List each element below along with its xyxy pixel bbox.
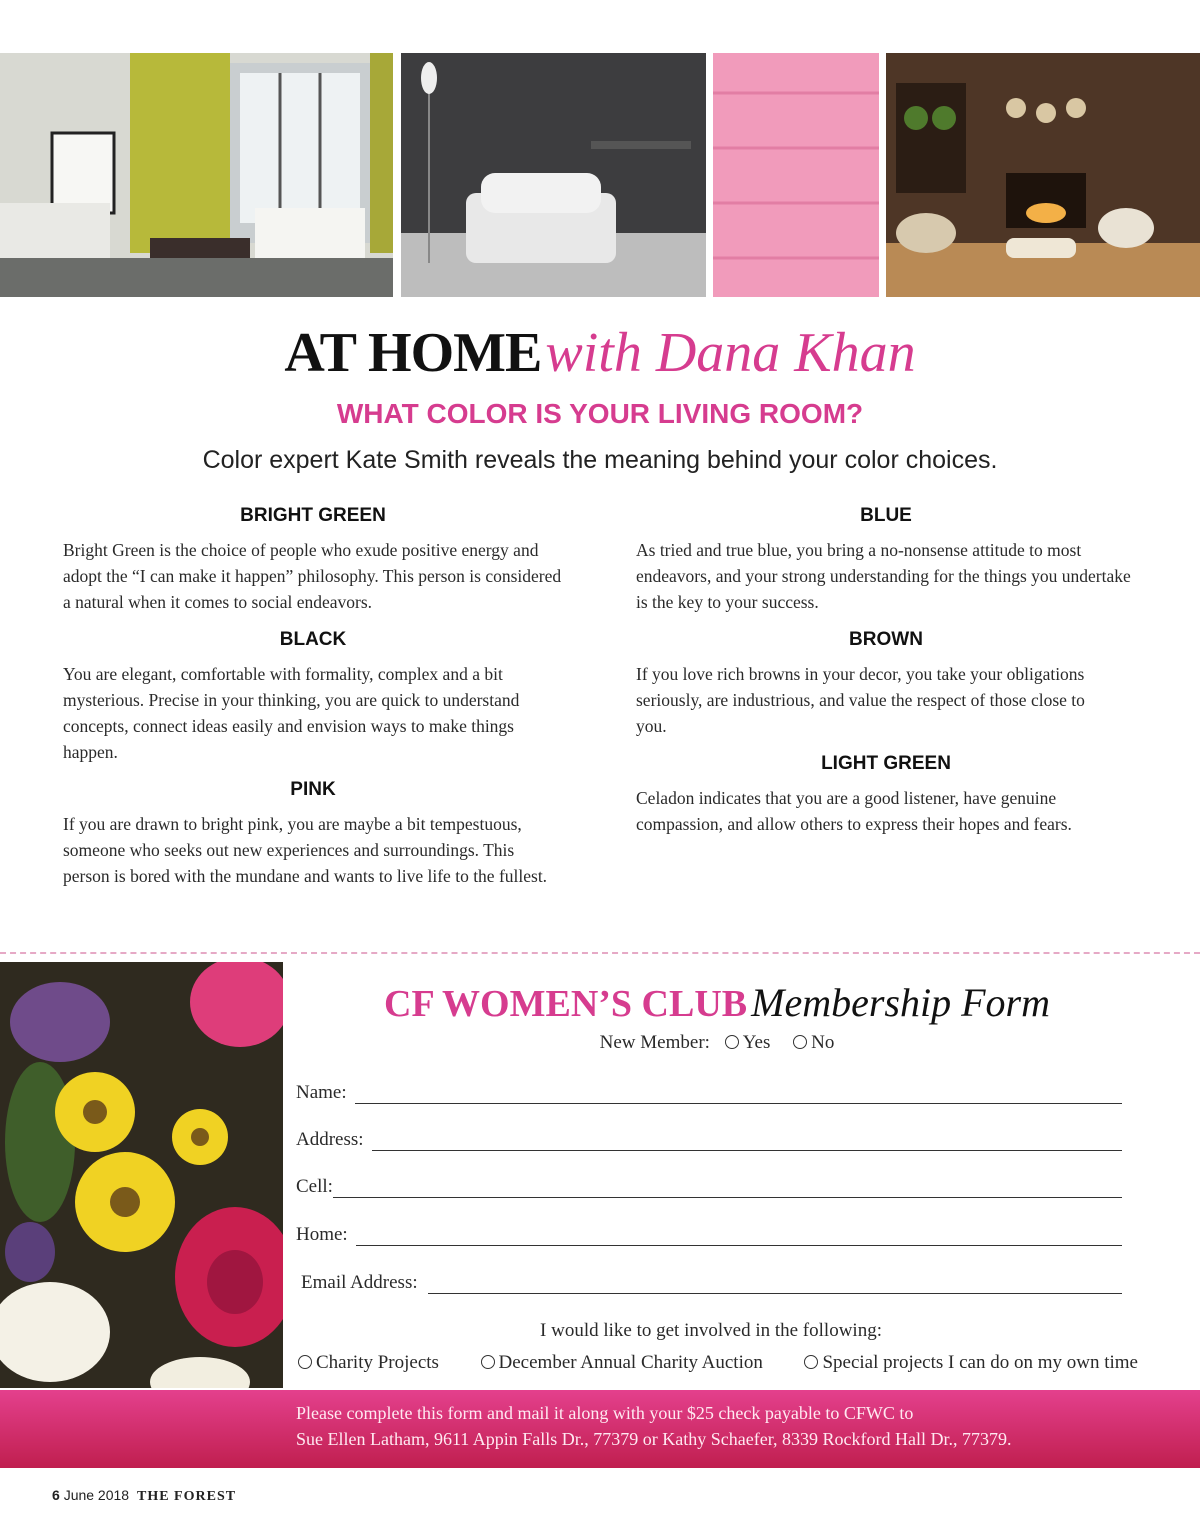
auction-label: December Annual Charity Auction xyxy=(498,1352,763,1373)
section-brown xyxy=(636,627,1136,739)
section-body: Celadon indicates that you are a good listener, have genuine compassion, and allow others to express their hopes and fears. xyxy=(636,788,1072,834)
article-title-bold: AT HOME xyxy=(284,322,542,384)
auction-option[interactable] xyxy=(481,1352,763,1374)
email-field[interactable] xyxy=(301,1264,1122,1294)
magazine-name: THE FOREST xyxy=(136,1489,237,1504)
mailing-line-1: Please complete this form and mail it along with your $25 check payable to CFWC to xyxy=(296,1403,914,1423)
section-body: You are elegant, comfortable with formality, complex and a bit mysterious. Precise in your thinking, you are quick to understand concepts, connect ideas easily and envision ways to make things happen. xyxy=(63,664,520,762)
email-label: Email Address: xyxy=(301,1272,418,1293)
article-title-italic: with Dana Khan xyxy=(545,322,916,384)
special-projects-option[interactable] xyxy=(804,1352,1138,1374)
section-pink xyxy=(63,777,563,889)
page-folio xyxy=(52,1487,236,1505)
section-bright-green xyxy=(63,503,563,615)
involvement-prompt: I would like to get involved in the following: xyxy=(540,1320,882,1341)
section-light-green xyxy=(636,751,1136,837)
no-label: No xyxy=(811,1032,835,1053)
name-line[interactable] xyxy=(355,1083,1122,1104)
charity-projects-option[interactable] xyxy=(298,1352,439,1374)
section-body: Bright Green is the choice of people who exude positive energy and adopt the “I can make it happen” philosophy. This person is considered a natural when it comes to social endeavors. xyxy=(63,540,562,612)
left-column xyxy=(63,503,563,901)
section-heading: BLUE xyxy=(860,505,912,526)
issue-date: June 2018 xyxy=(63,1487,130,1503)
name-field[interactable] xyxy=(296,1074,1122,1104)
dashed-divider xyxy=(0,952,1200,954)
cell-field[interactable] xyxy=(296,1168,1122,1198)
home-line[interactable] xyxy=(356,1225,1122,1246)
cell-line[interactable] xyxy=(333,1177,1122,1198)
involvement-choices xyxy=(298,1352,1138,1374)
name-label: Name: xyxy=(296,1082,347,1103)
section-body: If you love rich browns in your decor, you take your obligations seriously, are industrious, and value the respect of those close to you. xyxy=(636,664,1085,736)
new-member-label: New Member: xyxy=(599,1032,710,1053)
article-title xyxy=(0,318,1200,402)
new-member-yes-option[interactable] xyxy=(725,1032,775,1053)
section-heading: BRIGHT GREEN xyxy=(240,505,386,526)
section-blue xyxy=(636,503,1136,615)
address-label: Address: xyxy=(296,1129,364,1150)
special-label: Special projects I can do on my own time xyxy=(822,1352,1138,1373)
special-radio-icon[interactable] xyxy=(804,1355,818,1369)
no-radio-icon[interactable] xyxy=(793,1035,807,1049)
form-title xyxy=(283,978,1151,1037)
pink-wood-panel-photo xyxy=(713,53,879,297)
flower-bouquet-photo xyxy=(0,962,283,1388)
new-member-row xyxy=(283,1032,1151,1054)
section-heading: BROWN xyxy=(849,629,923,650)
cell-label: Cell: xyxy=(296,1176,333,1197)
section-heading: PINK xyxy=(290,779,336,800)
right-column xyxy=(636,503,1136,849)
home-field[interactable] xyxy=(296,1216,1122,1246)
article-deck: Color expert Kate Smith reveals the meaning behind your color choices. xyxy=(202,446,998,474)
charity-label: Charity Projects xyxy=(316,1352,439,1373)
section-body: If you are drawn to bright pink, you are maybe a bit tempestuous, someone who seeks out new experiences and surroundings. This person is bored with the mundane and wants to live life to the fullest. xyxy=(63,814,548,886)
form-title-bold: CF WOMEN’S CLUB xyxy=(384,983,748,1025)
address-line[interactable] xyxy=(372,1130,1122,1151)
section-black xyxy=(63,627,563,765)
home-label: Home: xyxy=(296,1224,348,1245)
form-title-italic: Membership Form xyxy=(751,980,1050,1025)
gray-damask-room-photo xyxy=(401,53,706,297)
address-field[interactable] xyxy=(296,1121,1122,1151)
yes-radio-icon[interactable] xyxy=(725,1035,739,1049)
article-subhead: WHAT COLOR IS YOUR LIVING ROOM? xyxy=(336,398,864,429)
section-heading: BLACK xyxy=(279,629,347,650)
section-body: As tried and true blue, you bring a no-nonsense attitude to most endeavors, and your strong understanding for the things you undertake is the key to your success. xyxy=(636,540,1131,612)
auction-radio-icon[interactable] xyxy=(481,1355,495,1369)
living-room-green-photo xyxy=(0,53,393,297)
new-member-no-option[interactable] xyxy=(793,1032,834,1053)
charity-radio-icon[interactable] xyxy=(298,1355,312,1369)
mailing-line-2: Sue Ellen Latham, 9611 Appin Falls Dr., 77379 or Kathy Schaefer, 8339 Rockford Hall Dr., 77379. xyxy=(296,1429,1012,1449)
yes-label: Yes xyxy=(742,1032,771,1053)
section-heading: LIGHT GREEN xyxy=(821,753,951,774)
email-line[interactable] xyxy=(428,1273,1122,1294)
brown-room-photo xyxy=(886,53,1200,297)
page-number: 6 xyxy=(52,1487,60,1503)
